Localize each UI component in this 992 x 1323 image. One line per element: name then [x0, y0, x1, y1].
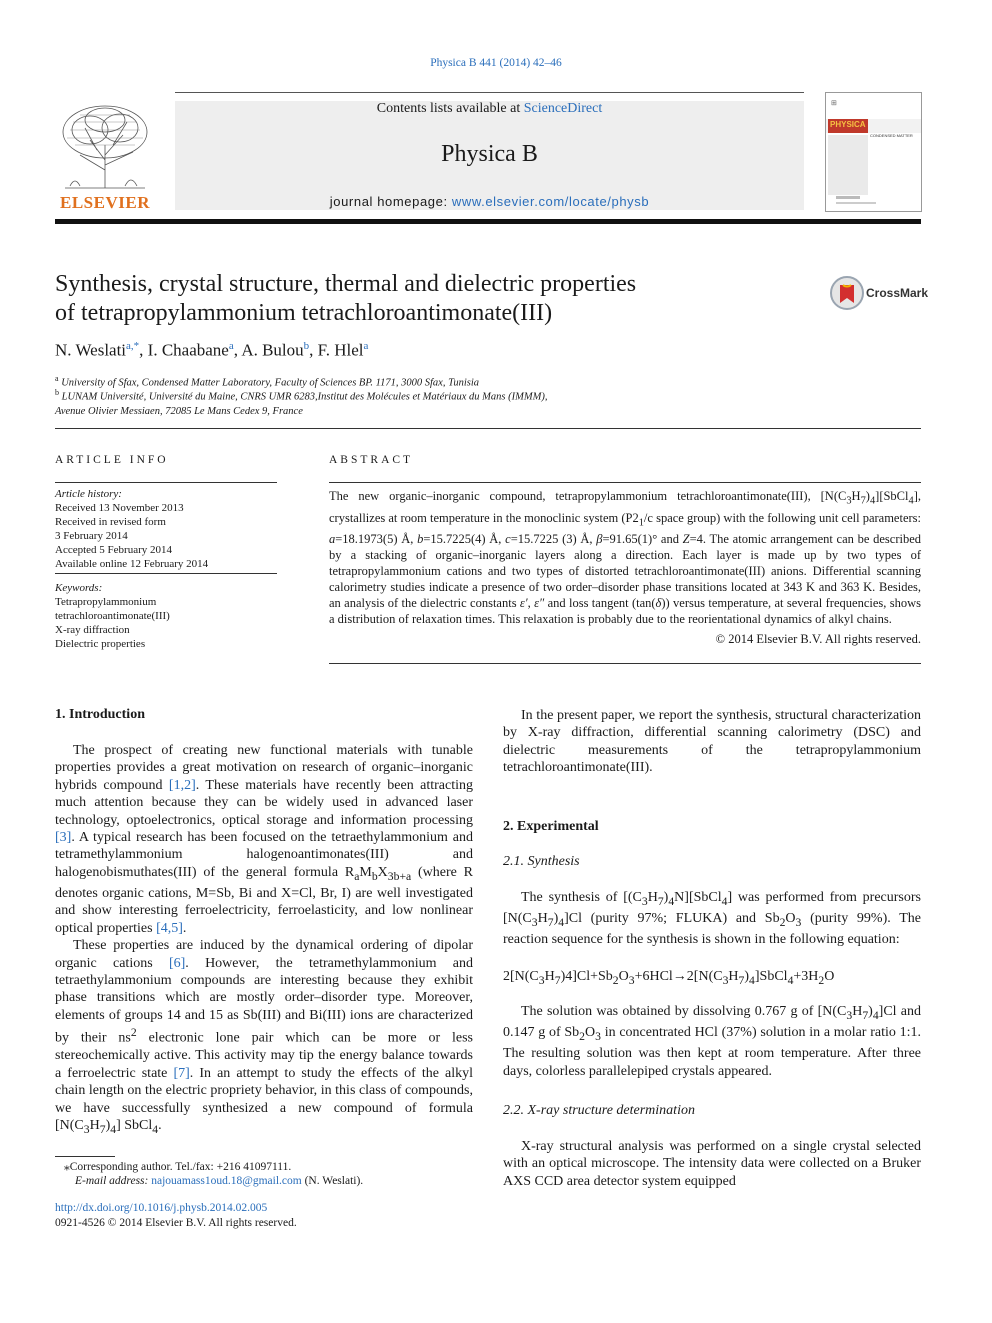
citation-link[interactable]: [4,5] — [156, 920, 183, 936]
author-name[interactable]: A. Bulou — [241, 340, 304, 360]
abstract-text: The new organic–inorganic compound, tetrapropylammonium tetrachloroantimonate(III), $[N(C_3H_7)_4][SbCl_4]$, crystallizes at room temperature in the monoclinic system ($P2_1/c$ space group) with the following unit cell parameters: a=18.1973(5) Å, b=15.7225(4) Å, c=15.7225 (3) Å, β=91.65(1)° and Z=4. The atomic arrangement can be described by a stacking of organic–inorganic layers along a direction. Each layer is made up by two types of tetrapropylammonium cations and two types of distorted tetrachloroantimonate(III) anions. Differential scanning calorimetry studies indicate a presence of two order–disorder phase transitions located at 343 K and 363 K. Besides, an analysis of the dielectric constants ε′, ε″ and loss tangent (tan(δ)) versus temperature, at several frequencies, shows a distribution of relaxation times. This relaxation is probably due to the reorientational dynamics of alkyl chains. — [329, 489, 922, 626]
header-top-rule — [175, 92, 804, 93]
sciencedirect-link[interactable]: ScienceDirect — [523, 101, 603, 116]
elsevier-wordmark: ELSEVIER — [60, 193, 150, 212]
contents-line: Contents lists available at ScienceDirect — [376, 101, 603, 116]
introduction-text: The prospect of creating new functional materials with tunable properties provides a great motivation on research of organic–inorganic hybrids compound [1,2]. These materials have recently been attracting much attention because they can be widely used in advanced laser technology, optoelectronics, optical storage and information processing [3]. A typical research has been focused on the tetraethylammonium and tetramethylammonium halogenoantimonates(III) and halogenobismuthates(III) of the general formula $R_aM_bX_{3b+a}$ (where R denotes organic cations, M=Sb, Bi and X=Cl, Br, I) are well investigated and show interesting ferroelectricity, ferroelasticity, and low nonlinear optical properties [4,5]. These properties are induced by the dynamical ordering of dipolar organic cations [6]. However, the tetramethylammonium and tetraethylammonium compounds are interesting because they exhibit phase transitions which are mostly order–disorder type. Moreover, elements of groups 14 and 15 as Sb(III) and Bi(III) ions are characterized by their $ns^2$ electronic lone pair which can be more or less stereochemically active. This activity may tip the energy balance towards a ferroelectric state [7]. In an attempt to study the effects of the alkyl chain length on the electric propriety behavior, in this class of compounds, we have successfully synthesized a new compound of formula $[N(C_3H_7)_4]$ SbCl$_4$. — [55, 743, 474, 1136]
citation-link[interactable]: [7] — [173, 1065, 190, 1081]
journal-cover-thumbnail: ⊞ PHYSICA CONDENSED MATTER — [825, 92, 922, 212]
divider — [329, 482, 921, 483]
homepage-link[interactable]: www.elsevier.com/locate/physb — [451, 194, 650, 209]
affiliation-b: $^b$ LUNAM Université, Université du Maine, CNRS UMR 6283,Institut des Molécules et Matériaux du Mans (IMMM), Avenue Olivier Messiaen, 72085 Le Mans Cedex 9, France — [55, 388, 548, 417]
abstract-copyright: © 2014 Elsevier B.V. All rights reserved. — [715, 632, 921, 646]
divider — [55, 428, 921, 429]
article-title: Synthesis, crystal structure, thermal and dielectric properties of tetrapropylammonium tetrachloroantimonate(III) — [55, 271, 637, 326]
header-bottom-rule — [55, 219, 921, 224]
article-info-heading: ARTICLE INFO — [55, 454, 169, 466]
author-name[interactable]: F. Hlel — [317, 340, 364, 360]
journal-citation[interactable]: Physica B 441 (2014) 42–46 — [430, 57, 562, 69]
solution-text: The solution was obtained by dissolving 0.767 g of $[N(C_3H_7)_4]Cl$ and 0.147 g of $Sb_2O_3$ in concentrated HCl (37%) solution in a molar ratio 1:1. The resulting solution was then kept at room temperature. After three days, colorless parallelepiped crystals appeared. — [503, 1004, 921, 1079]
cover-subtitle: CONDENSED MATTER — [870, 133, 913, 138]
article-history: Article history: Received 13 November 2013 Received in revised form 3 February 2014 Accepted 5 February 2014 Available online 12 February 2014 — [55, 488, 209, 570]
doi-link[interactable]: http://dx.doi.org/10.1016/j.physb.2014.02.005 — [55, 1202, 268, 1214]
crossmark-icon — [829, 275, 865, 311]
journal-homepage: journal homepage: www.elsevier.com/locate/physb — [329, 194, 650, 209]
section-synthesis-heading: 2.1. Synthesis — [503, 854, 580, 869]
author-name[interactable]: I. Chaabane — [147, 340, 229, 360]
citation-link[interactable]: [6] — [168, 955, 186, 971]
reaction-equation: $2[N(C_3H_7)4]Cl+Sb_2O_3+6HCl\to 2[N(C_3H_7)_4]SbCl_4+3H_2O$ — [503, 969, 835, 987]
synthesis-text: The synthesis of $[(C_3H_7)_4N][SbCl_4]$ was performed from precursors $[N(C_3H_7)_4]Cl$ (purity 97%; FLUKA) and $Sb_2O_3$ (purity 99%). The reaction sequence for the synthesis is shown in the following equation: — [503, 890, 921, 948]
corresponding-author-note: ⁎Corresponding author. Tel./fax: +216 41097111. — [64, 1161, 292, 1173]
author-name[interactable]: N. Weslati — [55, 340, 127, 360]
citation-link[interactable]: [3] — [55, 830, 72, 846]
crossmark-label: CrossMark — [866, 286, 929, 300]
citation-link[interactable]: [1,2] — [168, 777, 196, 793]
cover-title: PHYSICA — [830, 120, 866, 129]
author-list: N. Weslati$^{a,*}$, I. Chaabane$^a$, A. Bulou$^b$, F. Hlel$^a$ — [55, 340, 369, 360]
footnote-rule — [55, 1156, 115, 1157]
abstract-heading: ABSTRACT — [329, 454, 414, 466]
present-paper-text: In the present paper, we report the synthesis, structural characterization by X-ray diffraction, differential scanning calorimetry (DSC) and dielectric measurements of the tetrapropylammonium tetrachloroantimonate(III). — [503, 708, 921, 776]
affiliation-a: $^a$ University of Sfax, Condensed Matter Laboratory, Faculty of Sciences BP. 1171, 3000 Sfax, Tunisia — [55, 374, 480, 389]
xray-text: X-ray structural analysis was performed on a single crystal selected with an optical microscope. The intensity data were collected on a Bruker AXS CCD area detector system equipped — [503, 1139, 921, 1189]
divider — [55, 573, 277, 574]
divider — [329, 663, 921, 664]
journal-title: Physica B — [441, 141, 538, 167]
email-link[interactable]: najouamass1oud.18@gmail.com — [151, 1175, 302, 1187]
divider — [55, 482, 277, 483]
section-introduction-heading: 1. Introduction — [55, 707, 145, 722]
section-xray-heading: 2.2. X-ray structure determination — [503, 1103, 695, 1118]
keywords: Keywords: Tetrapropylammonium tetrachloroantimonate(III) X-ray diffraction Dielectric properties — [55, 582, 170, 650]
email-note: E-mail address: najouamass1oud.18@gmail.com (N. Weslati). — [75, 1175, 364, 1187]
section-experimental-heading: 2. Experimental — [503, 819, 599, 834]
issn-line: 0921-4526 © 2014 Elsevier B.V. All rights reserved. — [55, 1217, 297, 1229]
